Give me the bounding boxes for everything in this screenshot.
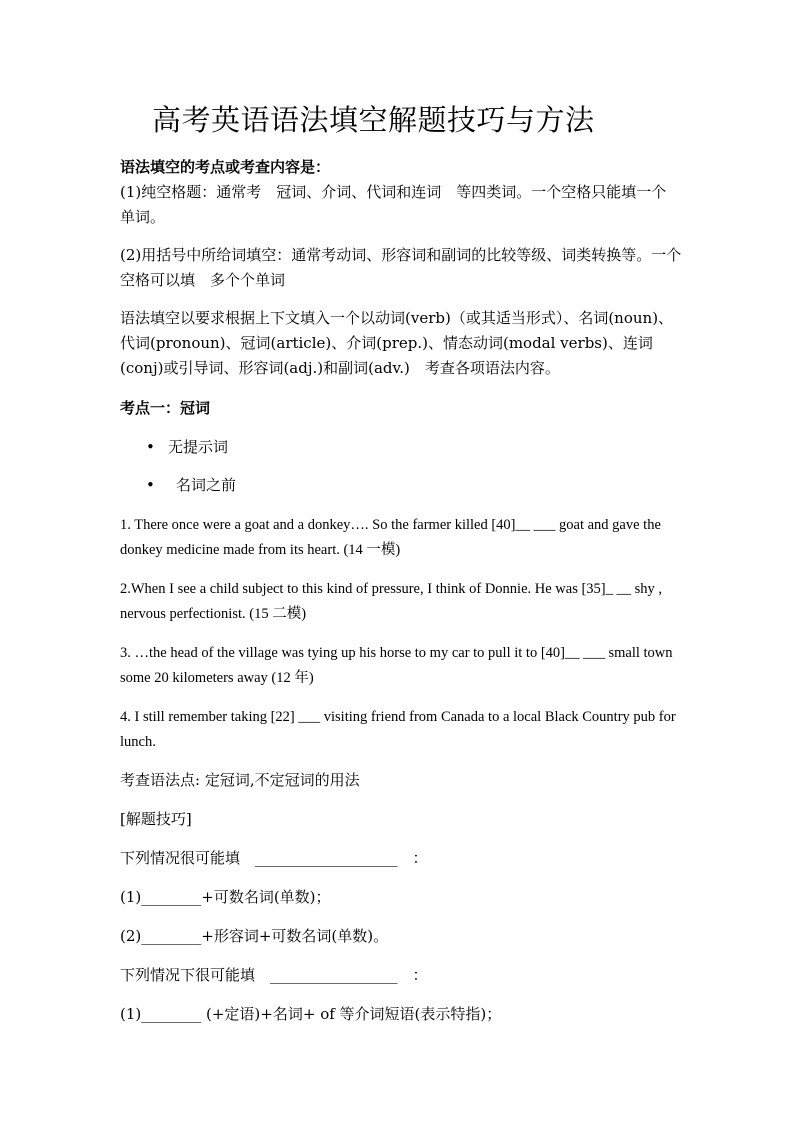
example-4: 4. I still remember taking [22] ___ visiting friend from Canada to a local Black Country pub for lunch.: [120, 709, 676, 750]
bullet-text: 无提示词: [168, 438, 229, 456]
case-b-label: 下列情况下很可能填 _________________ ：: [120, 966, 428, 984]
case-a-label: 下列情况很可能填 ___________________ ：: [120, 849, 428, 867]
bullet-dot: •: [146, 438, 155, 456]
example-3: 3. …the head of the village was tying up his horse to my car to pull it to [40]__ ___ small town some 20 kilometers away (12 年): [120, 645, 673, 686]
intro-paragraph-2: (2)用括号中所给词填空：通常考动词、形容词和副词的比较等级、词类转换等。一个空格可以填 多个个单词: [120, 246, 682, 289]
bullet-dot: •: [146, 476, 155, 494]
section-heading-articles: 考点一：冠词: [120, 399, 211, 417]
example-2: 2.When I see a child subject to this kind of pressure, I think of Donnie. He was [35]_ __ shy , nervous perfectionist. (15 二模): [120, 581, 663, 622]
case-a-item-2: (2)________+形容词+可数名词(单数)。: [120, 927, 389, 945]
case-b-item-1: (1)________ (+定语)+名词+ of 等介词短语(表示特指)；: [120, 1005, 502, 1023]
grammar-point: 考查语法点: 定冠词,不定冠词的用法: [120, 771, 360, 789]
bullet-text: 名词之前: [176, 476, 237, 494]
document-title: 高考英语语法填空解题技巧与方法: [152, 103, 595, 137]
bullet-item: [146, 473, 236, 498]
bullet-item: [146, 435, 228, 460]
intro-paragraph-1: (1)纯空格题：通常考 冠词、介词、代词和连词 等四类词。一个空格只能填一个单词。: [120, 183, 667, 226]
case-a-item-1: (1)________+可数名词(单数)；: [120, 888, 331, 906]
intro-paragraph-3: 语法填空以要求根据上下文填入一个以动词(verb)（或其适当形式）、名词(noun)、代词(pronoun)、冠词(article)、介词(prep.)、情态动词(modal verbs)、连词(conj)或引导词、形容词(adj.)和副词(adv.) 考查各项语法内容。: [120, 309, 674, 377]
intro-heading: 语法填空的考点或考查内容是：: [120, 158, 331, 176]
tips-heading: [解题技巧]: [120, 810, 192, 828]
example-1: 1. There once were a goat and a donkey…. So the farmer killed [40]__ ___ goat and gave the donkey medicine made from its heart. (14 一模): [120, 517, 661, 558]
